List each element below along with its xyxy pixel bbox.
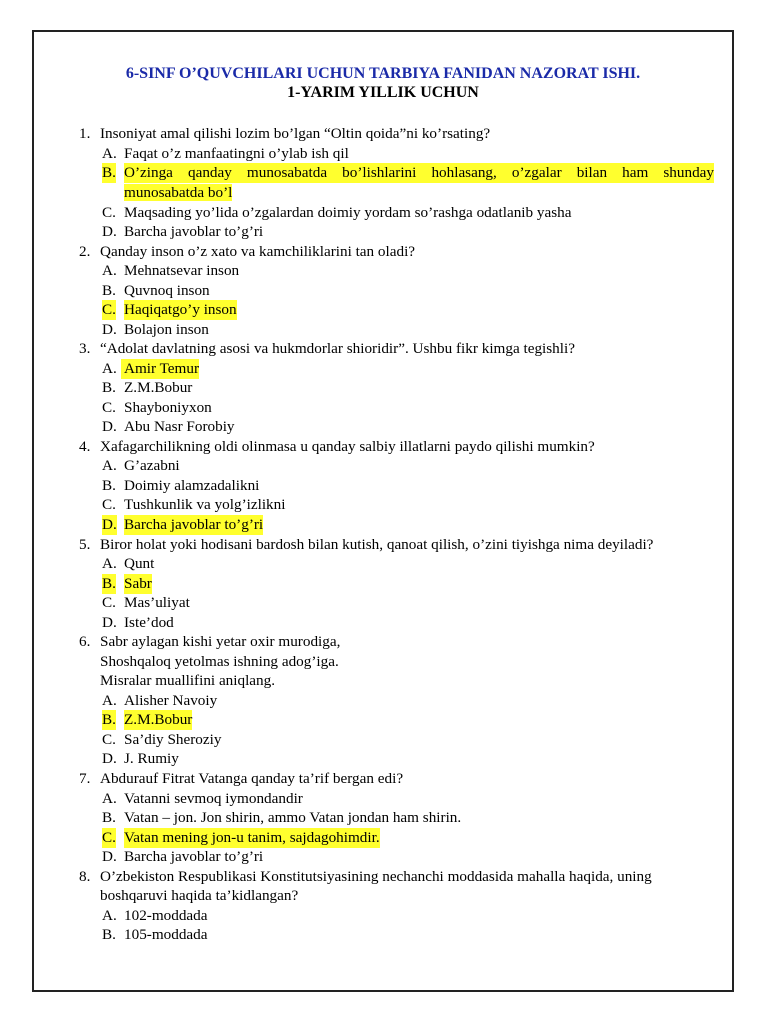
option-letter: D. [102, 848, 117, 865]
question-number: 1. [79, 125, 91, 142]
question-number: 6. [79, 633, 91, 650]
option-letter: B. [102, 926, 116, 943]
option-text: Sa’diy Sheroziy [124, 731, 222, 748]
option-letter: A. [102, 555, 117, 572]
question-text: “Adolat davlatning asosi va hukmdorlar shioridir”. Ushbu fikr kimga tegishli? [100, 340, 575, 357]
option-text: Haqiqatgo’y inson [124, 301, 237, 318]
option-text: Quvnoq inson [124, 282, 210, 299]
option-text: Tushkunlik va yolg’izlikni [124, 496, 286, 513]
option-letter: B. [102, 575, 116, 592]
option-letter: C. [102, 399, 116, 416]
option-text: Barcha javoblar to’g’ri [124, 516, 264, 533]
option-letter: D. [102, 516, 117, 533]
option-letter: B. [102, 164, 116, 181]
document-page [32, 30, 734, 992]
option-text: Maqsading yo’lida o’zgalardan doimiy yordam so’rashga odatlanib yasha [124, 204, 572, 221]
option-text: 105-moddada [124, 926, 208, 943]
option-text: Z.M.Bobur [124, 711, 193, 728]
option-letter: A. [102, 262, 117, 279]
option-text: Qunt [124, 555, 155, 572]
option-letter: A. [102, 457, 117, 474]
option-1b-continuation: munosabatda bo’l [124, 184, 233, 201]
option-text: Abu Nasr Forobiy [124, 418, 235, 435]
option-letter: B. [102, 282, 116, 299]
question-6-line-3: Misralar muallifini aniqlang. [100, 672, 276, 689]
document-subtitle: 1-YARIM YILLIK UCHUN [287, 84, 479, 101]
question-8-line-2: boshqaruvi haqida ta’kidlangan? [100, 887, 299, 904]
question-text: Insoniyat amal qilishi lozim bo’lgan “Oltin qoida”ni ko’rsating? [100, 125, 491, 142]
question-number: 7. [79, 770, 91, 787]
option-text: J. Rumiy [124, 750, 179, 767]
option-letter: D. [102, 614, 117, 631]
option-text: 102-moddada [124, 907, 208, 924]
option-letter: C. [102, 594, 116, 611]
question-number: 8. [79, 868, 91, 885]
option-letter: A. [102, 692, 117, 709]
option-letter: A. [102, 360, 117, 377]
option-text: Z.M.Bobur [124, 379, 193, 396]
question-text: Sabr aylagan kishi yetar oxir murodiga, [100, 633, 341, 650]
option-letter: B. [102, 477, 116, 494]
option-letter: B. [102, 809, 116, 826]
question-text: O’zbekiston Respublikasi Konstitutsiyasining nechanchi moddasida mahalla haqida, uning [100, 868, 652, 885]
option-letter: C. [102, 829, 116, 846]
option-text: Doimiy alamzadalikni [124, 477, 260, 494]
question-number: 5. [79, 536, 91, 553]
option-letter: C. [102, 731, 116, 748]
option-text: Vatan mening jon-u tanim, sajdagohimdir. [124, 829, 380, 846]
question-number: 4. [79, 438, 91, 455]
option-text: Bolajon inson [124, 321, 209, 338]
option-text: Barcha javoblar to’g’ri [124, 848, 264, 865]
option-text: Barcha javoblar to’g’ri [124, 223, 264, 240]
option-letter: C. [102, 301, 116, 318]
option-letter: D. [102, 321, 117, 338]
option-text: Amir Temur [121, 359, 199, 379]
option-text: Vatan – jon. Jon shirin, ammo Vatan jondan ham shirin. [124, 809, 462, 826]
option-letter: C. [102, 496, 116, 513]
option-text: Sabr [124, 575, 152, 592]
option-text: Vatanni sevmoq iymondandir [124, 790, 303, 807]
option-letter: D. [102, 418, 117, 435]
option-text: Mehnatsevar inson [124, 262, 240, 279]
question-number: 3. [79, 340, 91, 357]
question-6-line-2: Shoshqaloq yetolmas ishning adog’iga. [100, 653, 339, 670]
option-text: Mas’uliyat [124, 594, 190, 611]
option-letter: A. [102, 907, 117, 924]
option-text: Shayboniyxon [124, 399, 212, 416]
option-letter: D. [102, 750, 117, 767]
option-letter: D. [102, 223, 117, 240]
question-text: Abdurauf Fitrat Vatanga qanday ta’rif bergan edi? [100, 770, 404, 787]
option-text: Alisher Navoiy [124, 692, 218, 709]
question-text: Qanday inson o’z xato va kamchiliklarini tan oladi? [100, 243, 416, 260]
option-letter: A. [102, 790, 117, 807]
option-text: Faqat o’z manfaatingni o’ylab ish qil [124, 145, 349, 162]
option-letter: C. [102, 204, 116, 221]
option-letter: A. [102, 145, 117, 162]
option-letter: B. [102, 711, 116, 728]
option-text: Iste’dod [124, 614, 174, 631]
option-text: O’zinga qanday munosabatda bo’lishlarini hohlasang, o’zgalar bilan ham shunday [124, 164, 714, 181]
question-text: Xafagarchilikning oldi olinmasa u qanday salbiy illatlarni paydo qilishi mumkin? [100, 438, 595, 455]
document-title: 6-SINF O’QUVCHILARI UCHUN TARBIYA FANIDAN NAZORAT ISHI. [125, 65, 641, 82]
option-letter: B. [102, 379, 116, 396]
option-text: G’azabni [124, 457, 180, 474]
question-text: Biror holat yoki hodisani bardosh bilan kutish, qanoat qilish, o’zini tiyishga nima deyiladi? [100, 536, 654, 553]
question-number: 2. [79, 243, 91, 260]
